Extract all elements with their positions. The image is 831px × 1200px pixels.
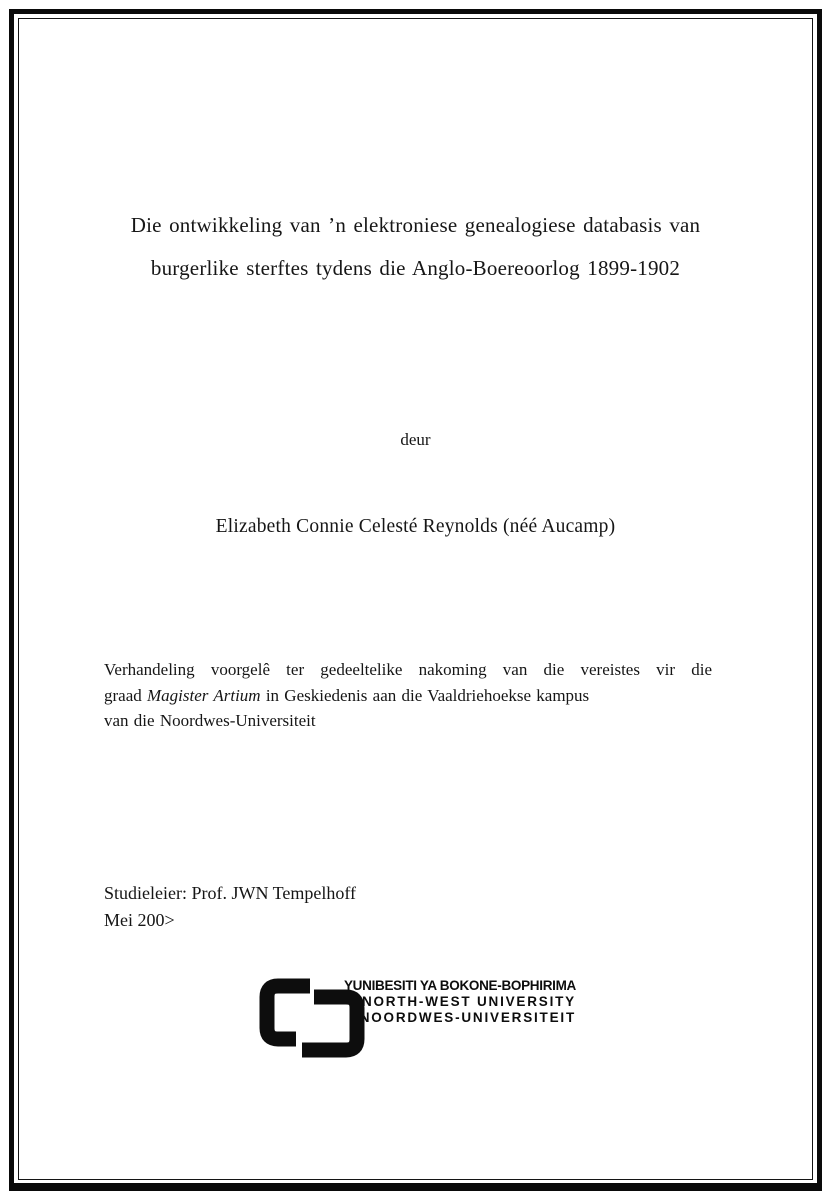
degree-statement xyxy=(104,657,712,734)
thesis-title xyxy=(40,204,791,290)
date-line: Mei 200> xyxy=(104,910,175,930)
logo-line-setswana: YUNIBESITI YA BOKONE-BOPHIRIMA xyxy=(343,978,576,993)
degree-statement-line2 xyxy=(104,683,712,709)
degree-statement-line2-pre: graad xyxy=(104,685,148,705)
university-logo xyxy=(256,966,586,1066)
degree-statement-line3: van die Noordwes-Universiteit xyxy=(104,711,316,730)
thesis-title-line2: burgerlike sterftes tydens die Anglo-Boereoorlog 1899-1902 xyxy=(150,256,681,280)
supervisor-line: Studieleier: Prof. JWN Tempelhoff xyxy=(104,883,357,903)
thesis-title-line1: Die ontwikkeling van ’n elektroniese genealogiese databasis van xyxy=(130,213,701,237)
logo-line-english: NORTH-WEST UNIVERSITY xyxy=(361,994,576,1009)
degree-statement-line1: Verhandeling voorgelê ter gedeeltelike nakoming van die vereistes vir die xyxy=(104,660,712,679)
logo-line-afrikaans: NOORDWES-UNIVERSITEIT xyxy=(359,1010,576,1025)
byline-deur: deur xyxy=(400,430,431,449)
author-name: Elizabeth Connie Celesté Reynolds (néé Aucamp) xyxy=(215,516,616,537)
degree-statement-line2-post: in Geskiedenis aan die Vaaldriehoekse kampus xyxy=(260,685,590,705)
degree-name-italic: Magister Artium xyxy=(147,685,261,705)
supervisor-and-date xyxy=(104,880,356,934)
university-logo-wordmark xyxy=(314,978,576,1026)
